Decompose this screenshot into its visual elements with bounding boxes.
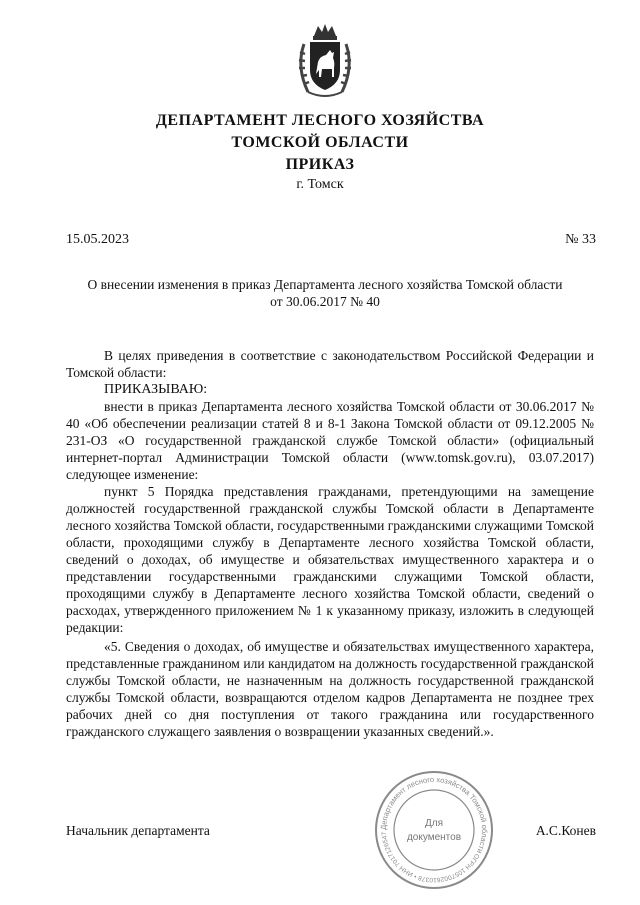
official-seal-stamp <box>372 768 496 892</box>
amendment-paragraph: внести в приказ Департамента лесного хозяйства Томской области от 30.06.2017 № 40 «Об обеспечении реализации статей 8 и 8-1 Закона Томской области от 09.12.2005 № 231-ОЗ «О государственной гражданской службе Томской области» (официальный интернет-портал Администрации Томской области (www.tomsk.gov.ru), 03.07.2017) следующее изменение: <box>66 399 594 482</box>
order-directive: ПРИКАЗЫВАЮ: <box>104 382 208 397</box>
new-wording-paragraph: «5. Сведения о доходах, об имуществе и обязательствах имущественного характера, представленные гражданином или кандидатом на должность государственной гражданской службы Томской области, не назначенным на должность государственной гражданской службы Томской области, возвращаются отделом кадров Департамента не позднее трех рабочих дней со дня поступления от такого гражданина или государственного гражданского служащего заявления о возвращении указанных сведений.». <box>66 639 594 739</box>
org-name-line1: ДЕПАРТАМЕНТ ЛЕСНОГО ХОЗЯЙСТВА <box>155 112 485 129</box>
org-name-line2: ТОМСКОЙ ОБЛАСТИ <box>231 134 409 151</box>
signatory-name: А.С.Конев <box>535 823 596 838</box>
order-date: 15.05.2023 <box>66 232 129 247</box>
clause-paragraph: пункт 5 Порядка представления гражданами, претендующими на замещение должностей государственной гражданской службы Томской области в Департаменте лесного хозяйства Томской области, государственными гражданскими служащими Томской области, проходящими службу в Департаменте лесного хозяйства Томской области, сведений о доходах, об имуществе и обязательствах имущественного характера и о представлении государственными гражданскими служащими Томской области, проходящими службу в Департаменте лесного хозяйства Томской области, сведений о расходах, утвержденного приложением № 1 к указанному приказу, изложить в следующей редакции: <box>66 484 594 635</box>
order-body <box>66 347 594 740</box>
city-label: г. Томск <box>296 177 344 192</box>
order-number: № 33 <box>565 232 596 247</box>
seal-center-line2: документов <box>406 832 462 843</box>
seal-ring-text: Департамент лесного хозяйства Томской области <box>378 774 490 855</box>
preamble-paragraph: В целях приведения в соответствие с законодательством Российской Федерации и Томской области: <box>66 348 594 380</box>
subject-line2: от 30.06.2017 № 40 <box>270 294 380 309</box>
signatory-position: Начальник департамента <box>66 823 210 838</box>
seal-ring-numbers: ОГРН 1057002610378 • ИНН 7017126547 <box>381 831 481 884</box>
tomsk-coat-of-arms-icon <box>294 22 356 102</box>
subject-line1: О внесении изменения в приказ Департамента лесного хозяйства Томской области <box>87 277 563 292</box>
order-subject <box>70 276 580 310</box>
doc-type-title: ПРИКАЗ <box>285 156 355 173</box>
seal-center-line1: Для <box>424 818 444 829</box>
